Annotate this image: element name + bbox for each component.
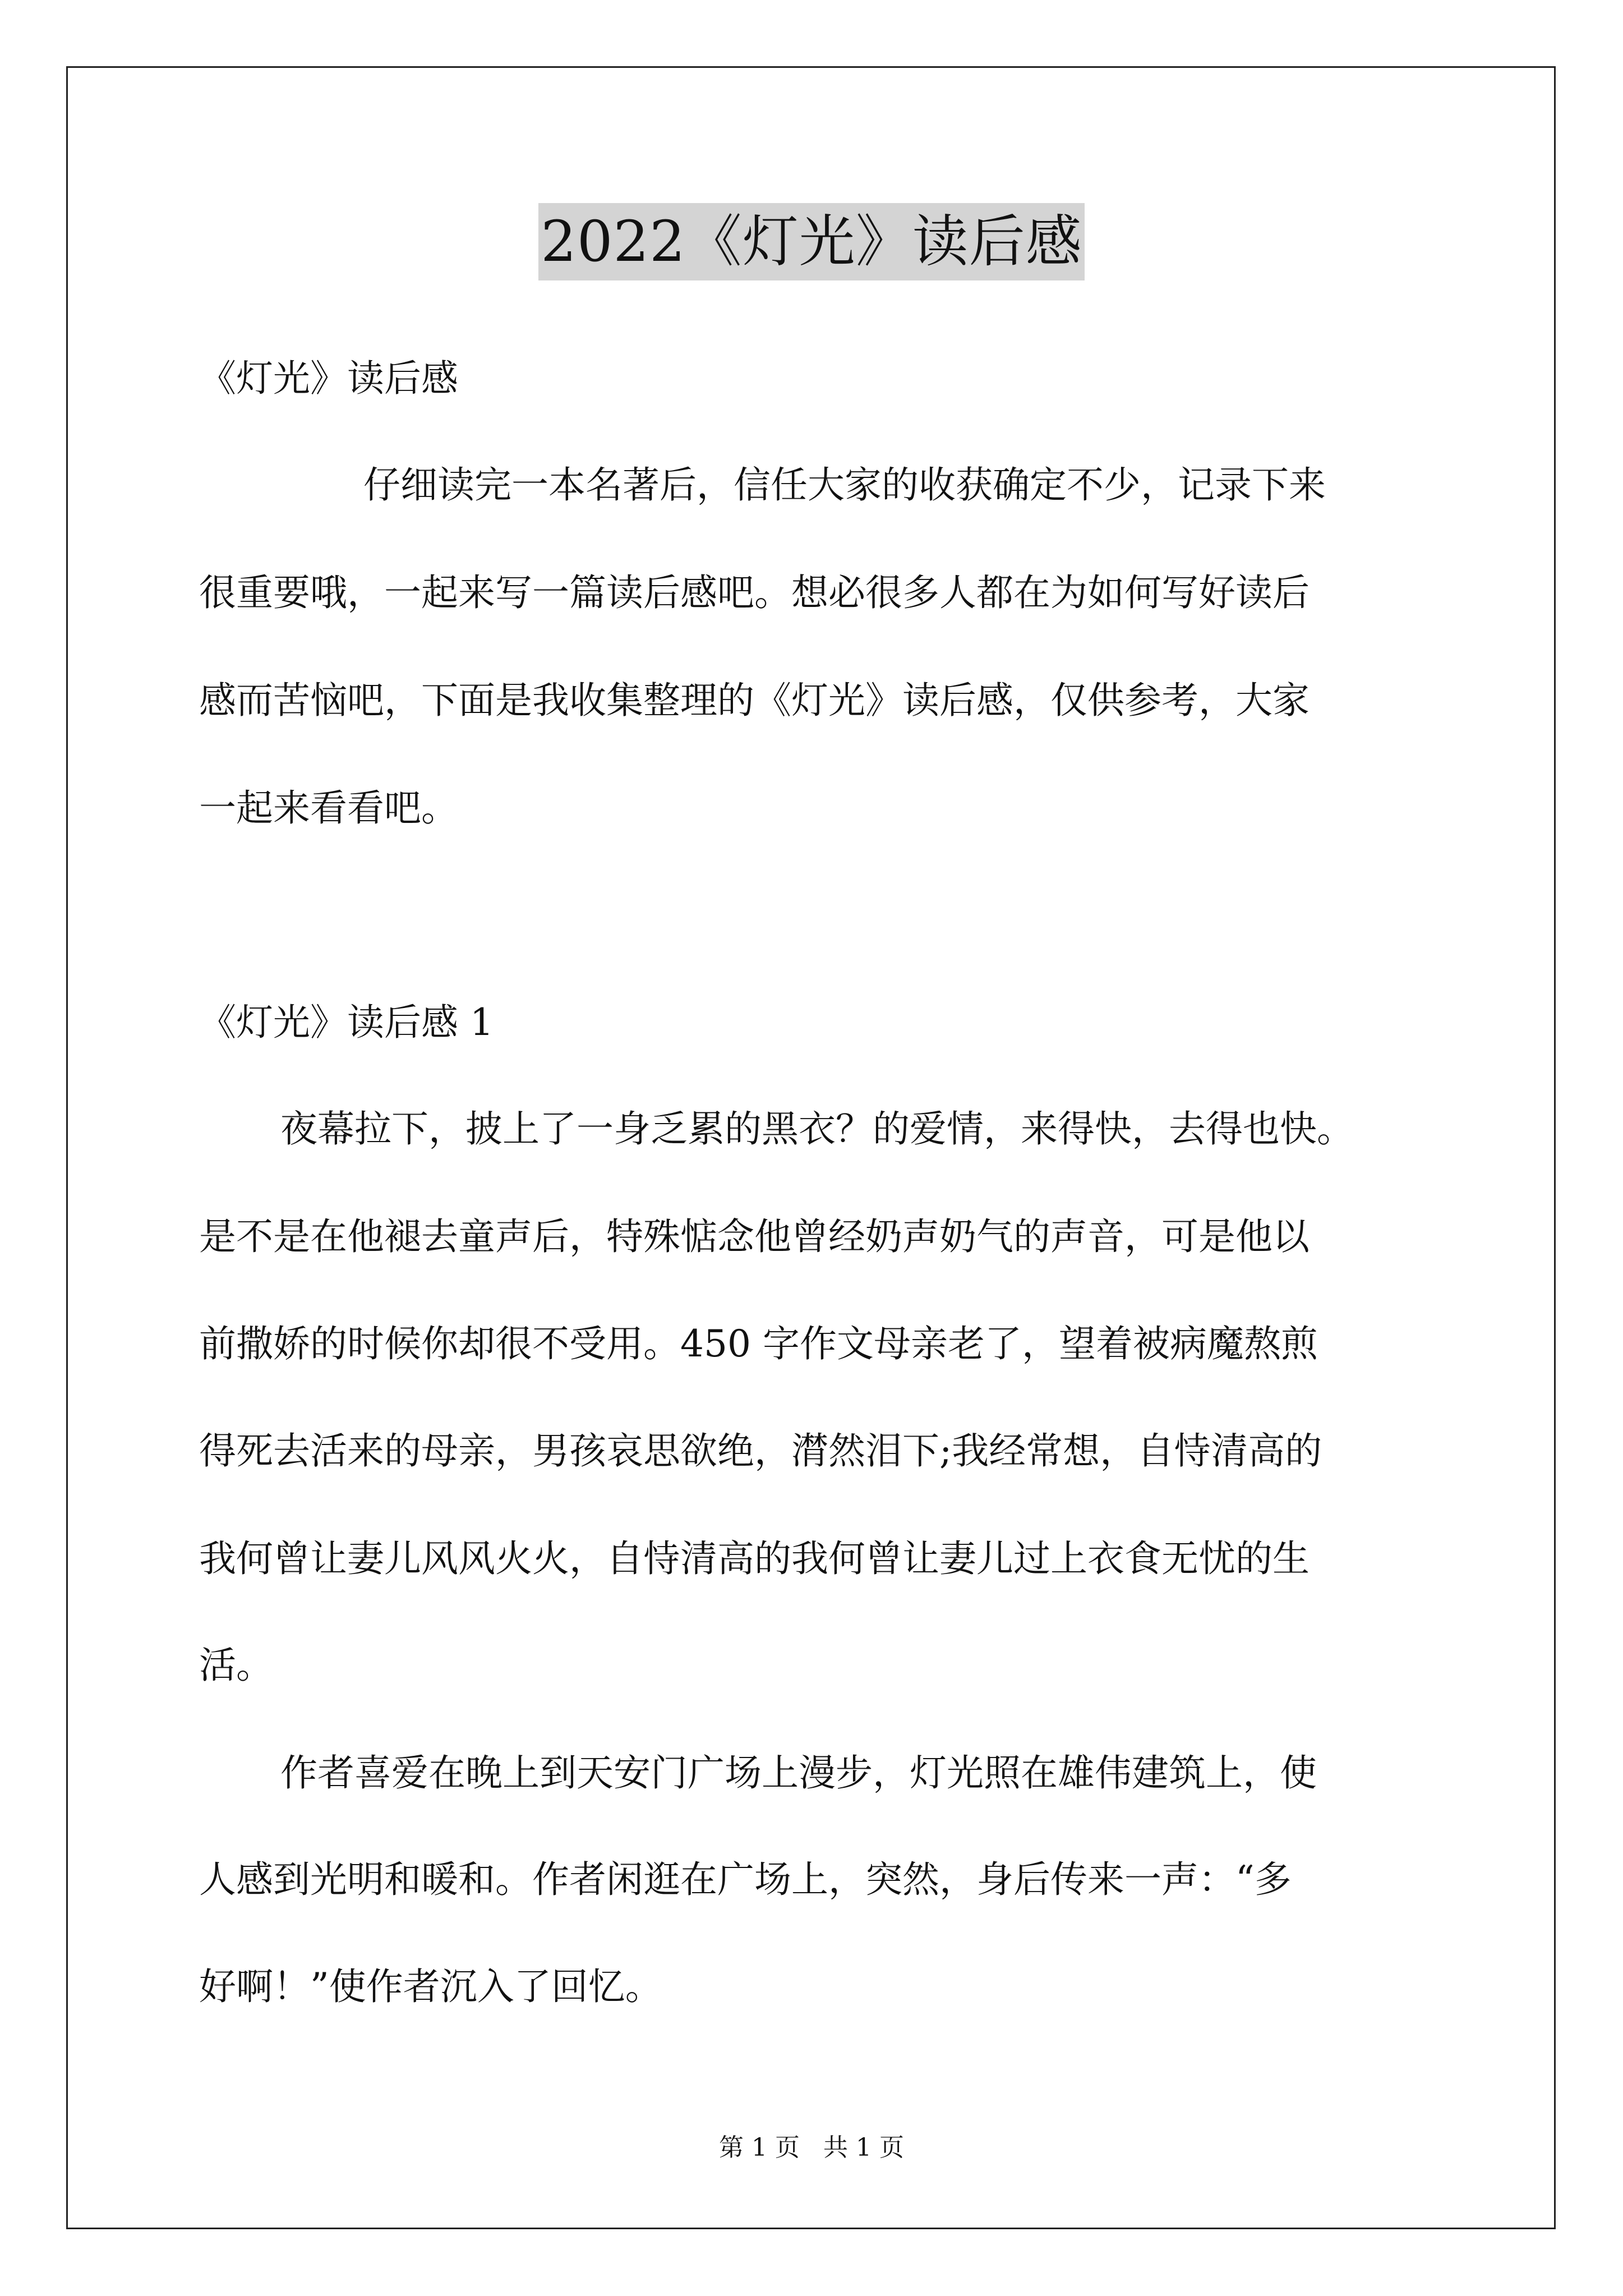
intro-line: 感而苦恼吧，下面是我收集整理的《灯光》读后感，仅供参考，大家 xyxy=(199,679,1310,722)
paragraph-line: 作者喜爱在晚上到天安门广场上漫步，灯光照在雄伟建筑上，使 xyxy=(280,1751,1317,1795)
paragraph-line: 人感到光明和暖和。作者闲逛在广场上，突然，身后传来一声：“多 xyxy=(199,1858,1292,1901)
paragraph-line: 活。 xyxy=(199,1644,273,1687)
paragraph-line: 得死去活来的母亲，男孩哀思欲绝，潸然泪下;我经常想，自恃清高的 xyxy=(199,1429,1322,1473)
document-title: 2022《灯光》读后感 xyxy=(538,203,1085,280)
intro-line: 一起来看看吧。 xyxy=(199,786,458,830)
intro-line: 很重要哦，一起来写一篇读后感吧。想必很多人都在为如何写好读后 xyxy=(199,571,1310,614)
paragraph-line: 前撒娇的时候你却很不受用。450 字作文母亲老了，望着被病魔熬煎 xyxy=(199,1322,1318,1365)
section-heading: 《灯光》读后感 1 xyxy=(199,1001,494,1044)
paragraph-line: 是不是在他褪去童声后，特殊惦念他曾经奶声奶气的声音，可是他以 xyxy=(199,1215,1310,1258)
page-footer: 第 1 页 共 1 页 xyxy=(719,2133,904,2162)
intro-line: 仔细读完一本名著后，信任大家的收获确定不少，记录下来 xyxy=(363,463,1326,507)
paragraph-line: 我何曾让妻儿风风火火，自恃清高的我何曾让妻儿过上衣食无忧的生 xyxy=(199,1537,1310,1580)
paragraph-line: 夜幕拉下，披上了一身乏累的黑衣？的爱情，来得快，去得也快。 xyxy=(280,1107,1354,1151)
document-subtitle: 《灯光》读后感 xyxy=(199,357,458,400)
title-container xyxy=(0,203,1623,280)
paragraph-line: 好啊！”使作者沉入了回忆。 xyxy=(199,1965,662,2008)
